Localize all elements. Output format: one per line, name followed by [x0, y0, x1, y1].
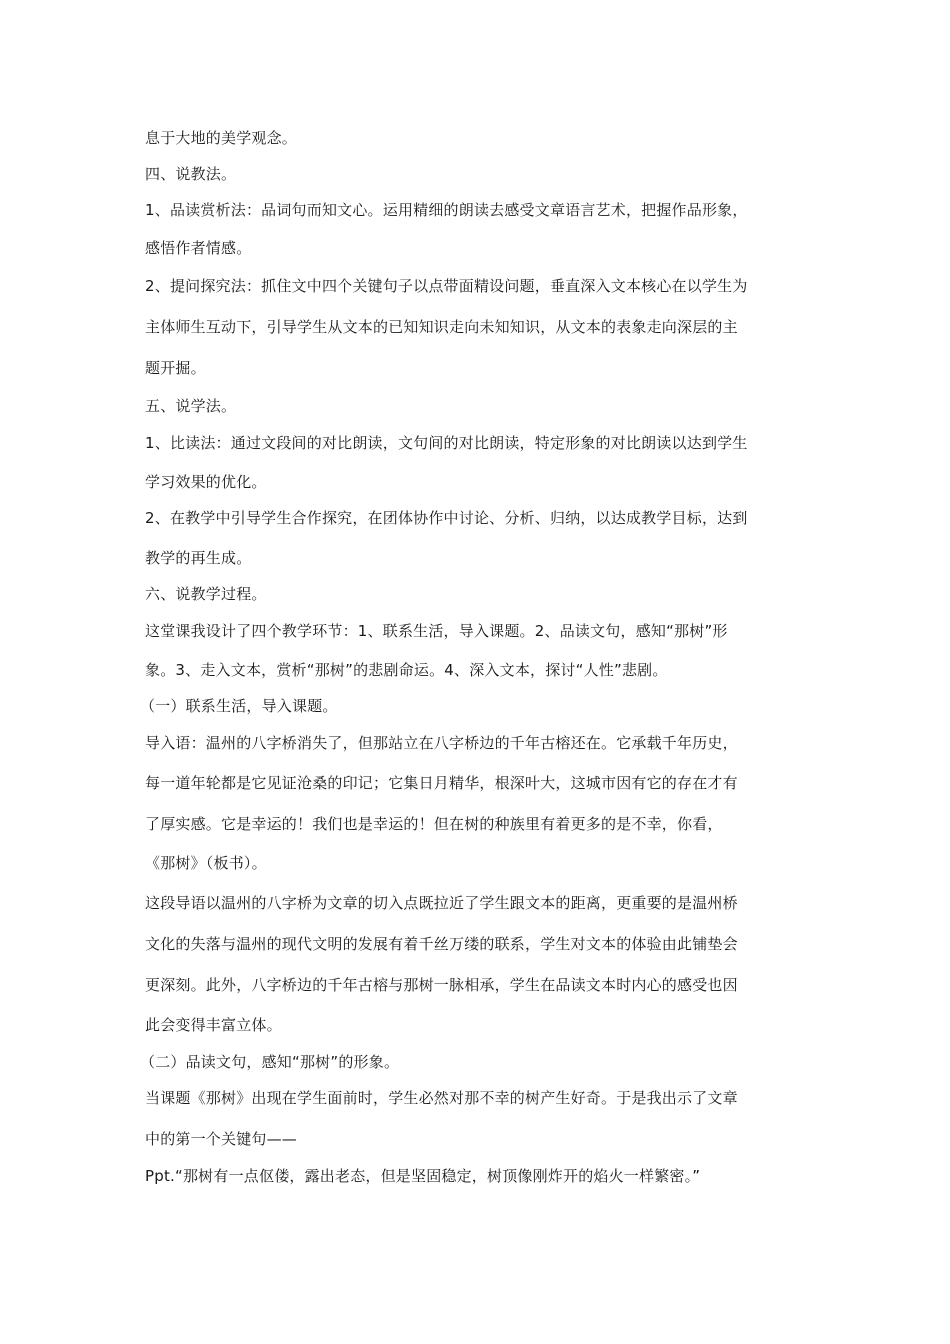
text-line: 导入语：温州的八字桥消失了，但那站立在八字桥边的千年古榕还在。它承载千年历史，	[145, 734, 738, 752]
section-heading-learning-method: 五、说学法。	[145, 397, 237, 415]
text-line: 更深刻。此外，八字桥边的千年古榕与那树一脉相承，学生在品读文本时内心的感受也因	[145, 976, 738, 994]
text-line: 题开掘。	[145, 359, 206, 377]
text-line: 2、提问探究法：抓住文中四个关键句子以点带面精设问题，垂直深入文本核心在以学生为	[145, 277, 748, 295]
text-line: 文化的失落与温州的现代文明的发展有着千丝万缕的联系，学生对文本的体验由此铺垫会	[145, 935, 738, 953]
text-line: 这堂课我设计了四个教学环节：1、联系生活，导入课题。2、品读文句，感知“那树”形	[145, 622, 728, 640]
text-line: 每一道年轮都是它见证沧桑的印记；它集日月精华，根深叶大，这城市因有它的存在才有	[145, 774, 738, 792]
text-line: Ppt.“那树有一点伛偻，露出老态，但是坚固稳定，树顶像刚炸开的焰火一样繁密。”	[145, 1167, 701, 1185]
subsection-heading-2: （二）品读文句，感知“那树”的形象。	[140, 1053, 400, 1071]
text-line: 这段导语以温州的八字桥为文章的切入点既拉近了学生跟文本的距离，更重要的是温州桥	[145, 894, 738, 912]
text-line: 教学的再生成。	[145, 549, 252, 567]
text-line: 《那树》（板书）。	[145, 854, 267, 872]
text-line: 感悟作者情感。	[145, 239, 252, 257]
text-line: 息于大地的美学观念。	[145, 129, 298, 147]
text-line: 此会变得丰富立体。	[145, 1016, 282, 1034]
text-line: 1、品读赏析法：品词句而知文心。运用精细的朗读去感受文章语言艺术，把握作品形象，	[145, 201, 748, 219]
text-line: 学习效果的优化。	[145, 473, 267, 491]
section-heading-teaching-process: 六、说教学过程。	[145, 585, 267, 603]
text-line: 象。3、走入文本，赏析“那树”的悲剧命运。4、深入文本，探讨“人性”悲剧。	[145, 661, 668, 679]
text-line: 2、在教学中引导学生合作探究，在团体协作中讨论、分析、归纳，以达成教学目标，达到	[145, 509, 748, 527]
section-heading-teaching-method: 四、说教法。	[145, 165, 237, 183]
text-line: 当课题《那树》出现在学生面前时，学生必然对那不幸的树产生好奇。于是我出示了文章	[145, 1089, 738, 1107]
text-line: 1、比读法：通过文段间的对比朗读，文句间的对比朗读，特定形象的对比朗读以达到学生	[145, 434, 748, 452]
text-line: 主体师生互动下，引导学生从文本的已知知识走向未知知识，从文本的表象走向深层的主	[145, 318, 738, 336]
text-line: 中的第一个关键句——	[145, 1130, 298, 1148]
subsection-heading-1: （一）联系生活，导入课题。	[140, 697, 338, 715]
text-line: 了厚实感。它是幸运的！我们也是幸运的！但在树的种族里有着更多的是不幸，你看，	[145, 815, 723, 833]
